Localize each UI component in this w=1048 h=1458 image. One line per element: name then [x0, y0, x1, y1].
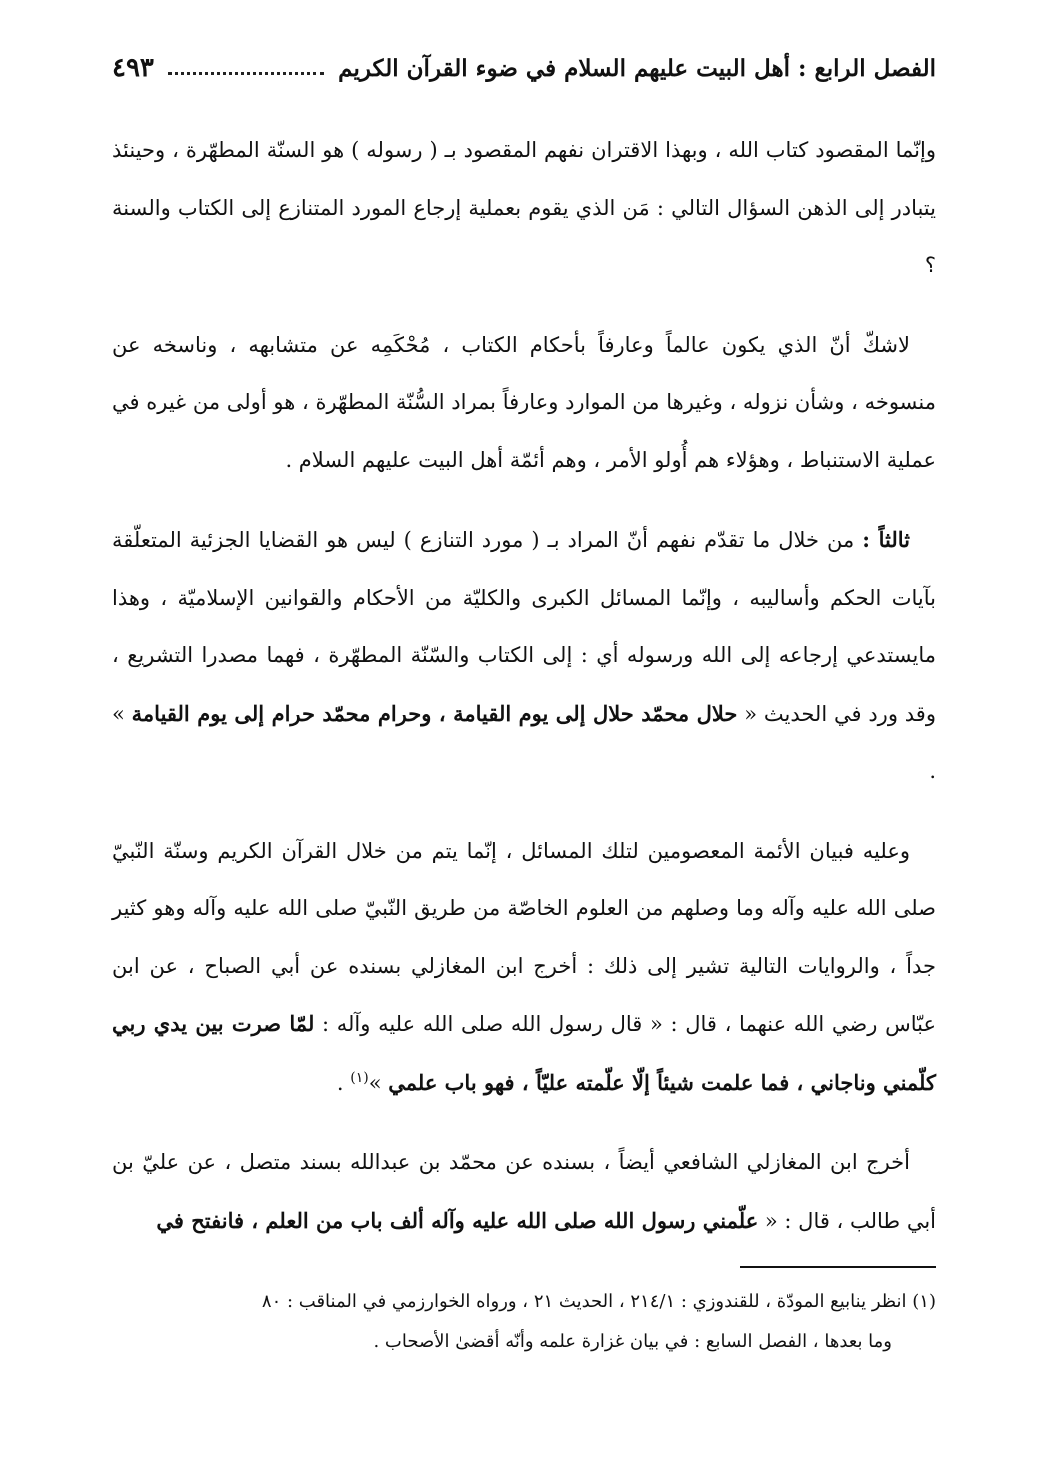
footnote — [112, 1282, 936, 1362]
paragraph-4-tail: . — [336, 1070, 351, 1095]
paragraph-1: وإنّما المقصود كتاب الله ، وبهذا الاقتران نفهم المقصود بـ ( رسوله ) هو السنّة المطهّرة ، وحينئذ يتبادر إلى الذهن السؤال التالي : مَن الذي يقوم بعملية إرجاع المورد المتنازع إلى الكتاب والسنة ؟ — [112, 138, 936, 277]
paragraph-5-text: أخرج ابن المغازلي الشافعي أيضاً ، بسنده عن محمّد بن عبدالله بسند متصل ، عن عليّ بن أبي طالب ، قال : « — [112, 1150, 936, 1233]
paragraph-3-text: من خلال ما تقدّم نفهم أنّ المراد بـ ( مورد التنازع ) ليس هو القضايا الجزئية المتعلّقة بآيات الحكم وأساليبه ، وإنّما المسائل الكبرى والكليّة من الأحكام والقوانين الإسلاميّة ، وهذا مايستدعي إرجاعه إلى الله ورسوله أي : إلى الكتاب والسّنّة المطهّرة ، فهما مصدرا التشريع ، وقد ورد في الحديث « — [112, 528, 936, 726]
paragraph-4 — [112, 823, 936, 1113]
paragraph-4-text: وعليه فبيان الأئمة المعصومين لتلك المسائل ، إنّما يتم من خلال القرآن الكريم وسنّة النّبيّ صلى الله عليه وآله وما وصلهم من العلوم الخاصّة من طريق النّبيّ صلى الله عليه وآله وهو كثير جداً ، والروايات التالية تشير إلى ذلك : أخرج ابن المغازلي بسنده عن أبي الصباح ، عن ابن عبّاس رضي الله عنهما ، قال : « قال رسول الله صلى الله عليه وآله : — [112, 838, 936, 1036]
chapter-title: الفصل الرابع : أهل البيت عليهم السلام في ضوء القرآن الكريم — [338, 54, 936, 82]
section-label-thirdly: ثالثاً : — [862, 527, 910, 552]
paragraph-4-close: » — [368, 1070, 389, 1095]
footnote-line-2: وما بعدها ، الفصل السابع : في بيان غزارة علمه وأنّه أقضىٰ الأصحاب . — [373, 1331, 892, 1352]
paragraph-2: لاشكّ أنّ الذي يكون عالماً وعارفاً بأحكام الكتاب ، مُحْكَمِه عن متشابهه ، وناسخه عن منسوخه ، وشأن نزوله ، وغيرها من الموارد وعارفاً بمراد السُّنّة المطهّرة ، هو أولى من غيره في عملية الاستنباط ، وهؤلاء هم أُولو الأمر ، وهم أئمّة أهل البيت عليهم السلام . — [112, 332, 936, 472]
hadith-quote-2: لمّا صرت بين يدي ربي كلّمني وناجاني ، فما علمت شيئاً إلّا علّمته عليّاً ، فهو باب علمي — [112, 1011, 936, 1095]
footnote-reference[interactable]: (١) — [350, 1069, 369, 1086]
main-text — [112, 122, 936, 1272]
header-dot-leader — [168, 58, 324, 75]
hadith-quote-3: علّمني رسول الله صلى الله عليه وآله ألف باب من العلم ، فانفتح في — [156, 1207, 759, 1233]
footnote-line-1: (١) انظر ينابيع المودّة ، للقندوزي : ٢١٤/١ ، الحديث ٢١ ، ورواه الخوارزمي في المناقب : ٨٠ — [261, 1291, 936, 1312]
paragraph-3-end: » . — [112, 701, 936, 783]
page-number: ٤٩٣ — [112, 53, 154, 83]
paragraph-3 — [112, 511, 936, 801]
footnote-separator — [740, 1266, 936, 1268]
running-header — [112, 48, 936, 88]
hadith-quote-1: حلال محمّد حلال إلى يوم القيامة ، وحرام محمّد حرام إلى يوم القيامة — [131, 700, 738, 726]
paragraph-5 — [112, 1134, 936, 1250]
